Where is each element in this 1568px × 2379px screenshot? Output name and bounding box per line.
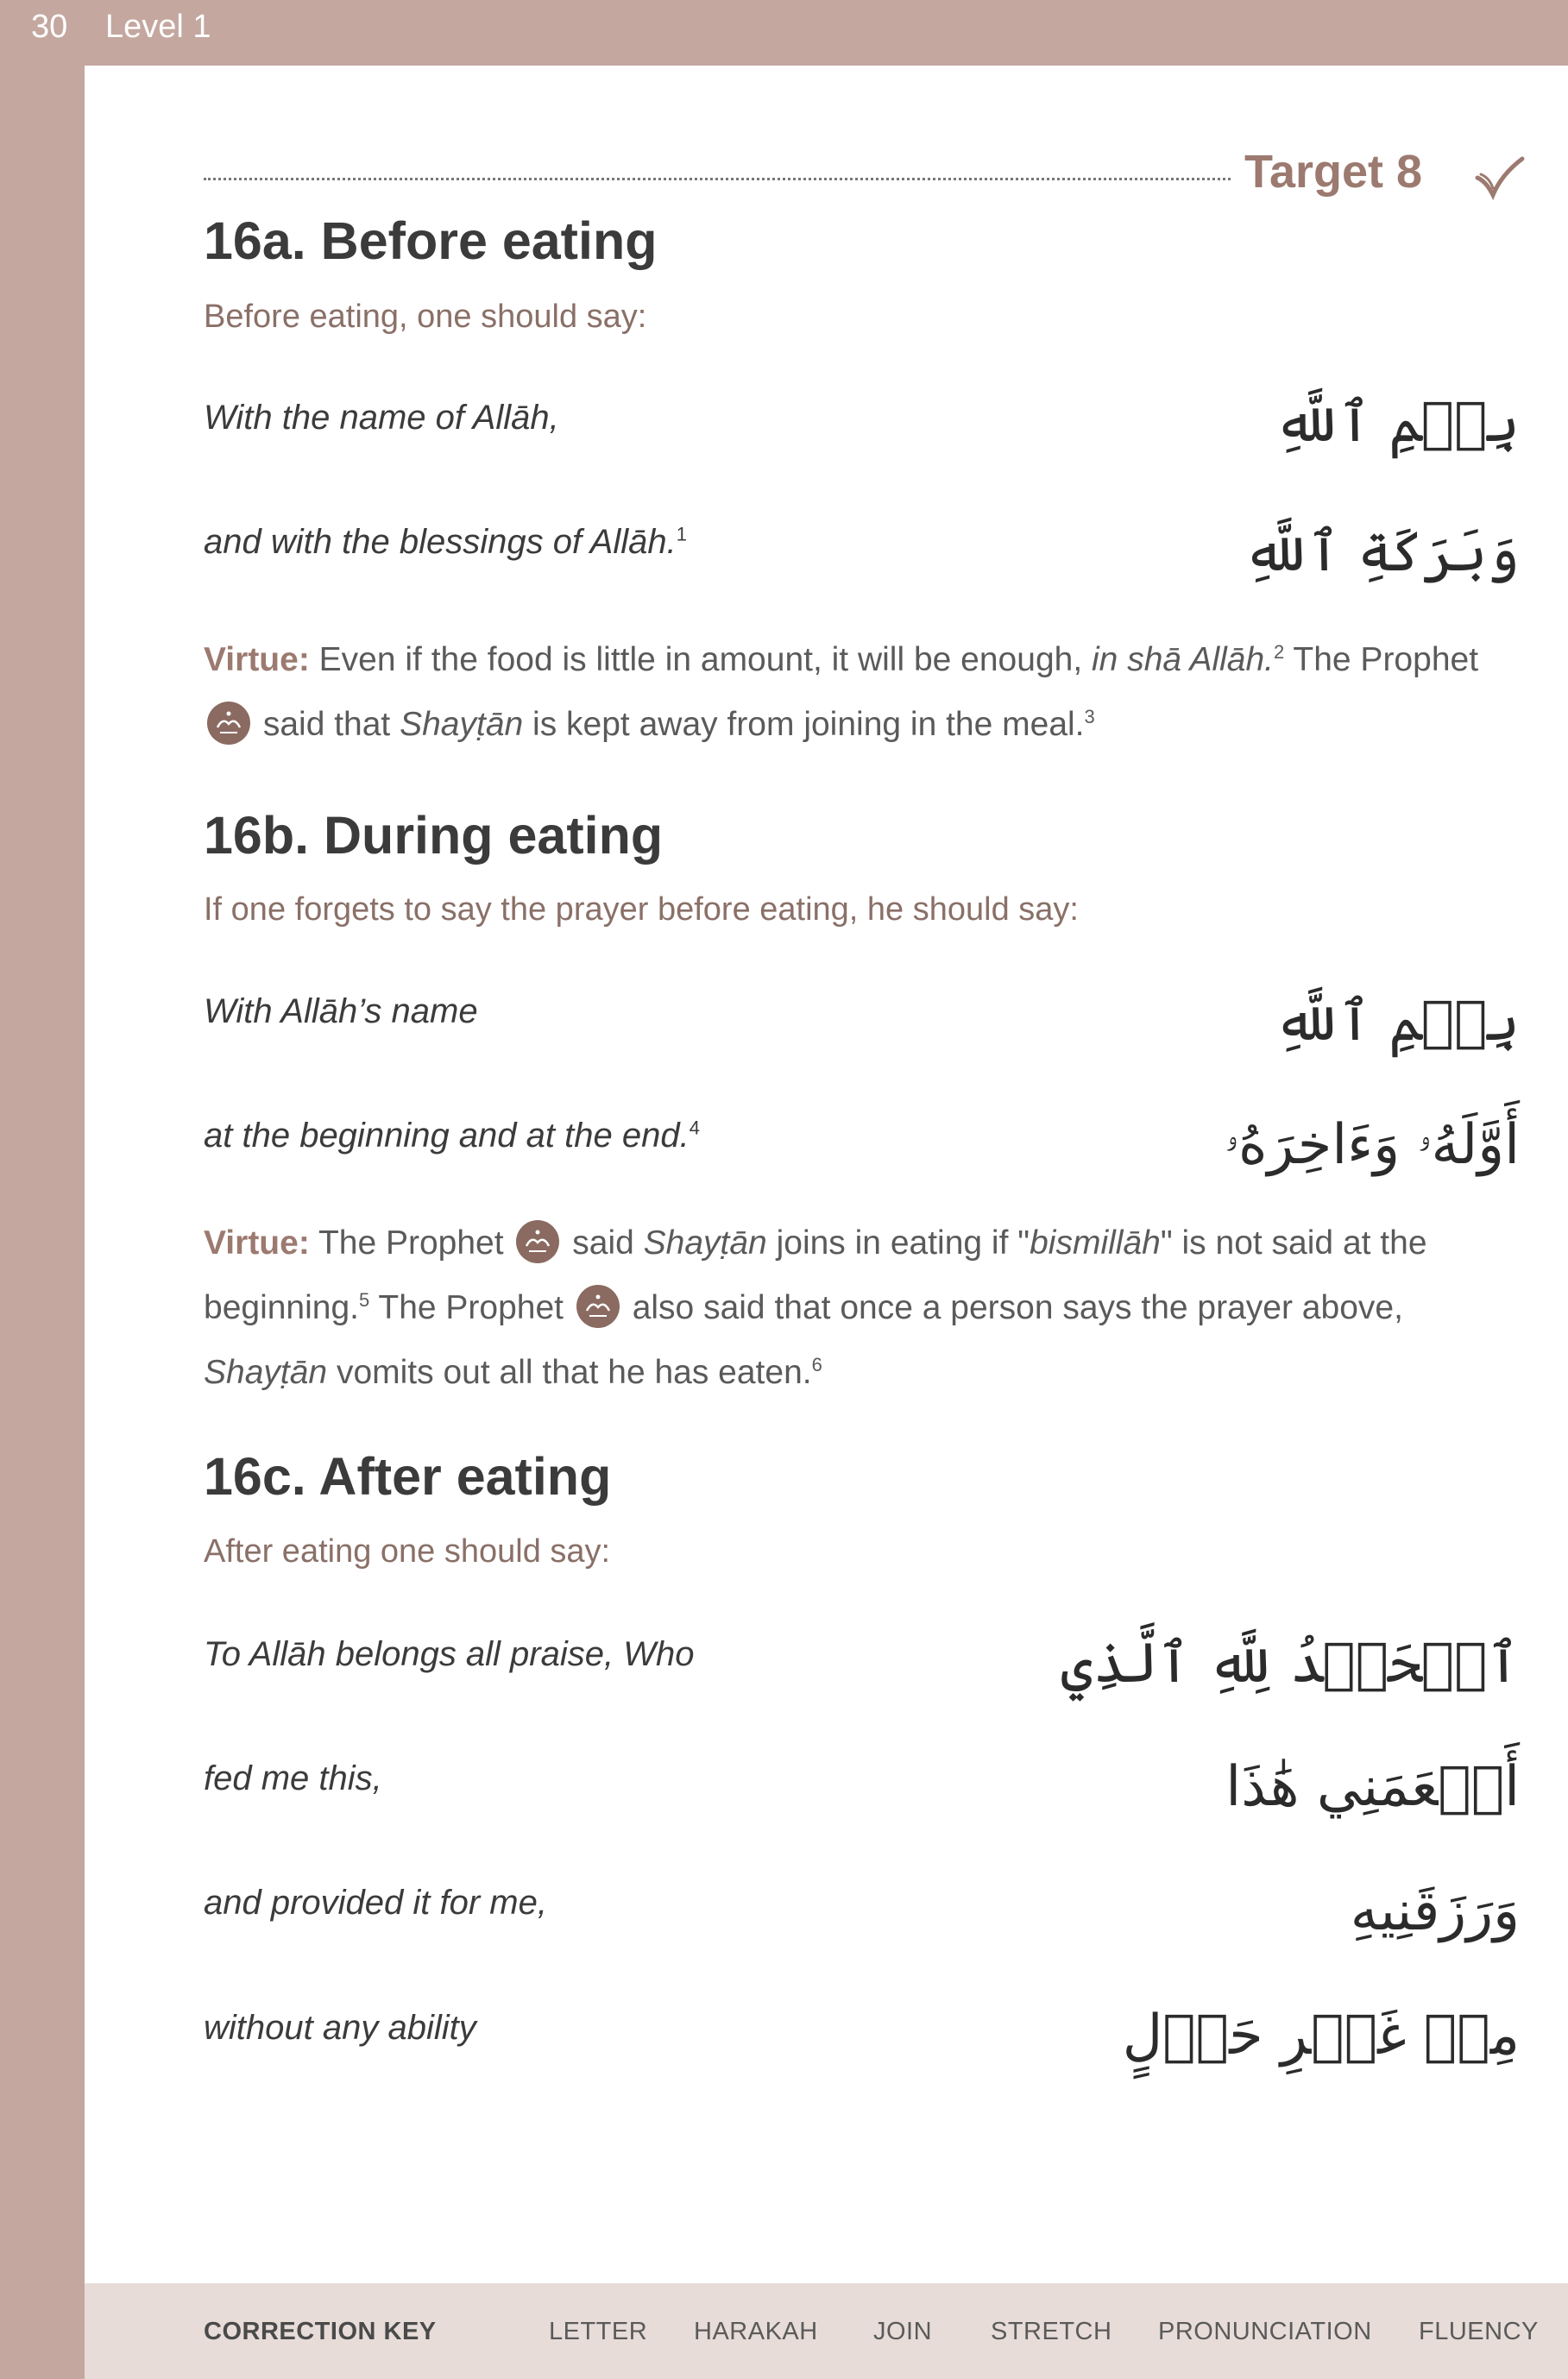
key-fluency: FLUENCY <box>1419 2318 1539 2345</box>
key-pronunciation: PRONUNCIATION <box>1158 2318 1372 2345</box>
english-line: without any ability <box>204 2009 476 2047</box>
page-number: 30 <box>31 9 68 45</box>
footnote-marker: 2 <box>1274 641 1285 663</box>
arabic-line: بِسۡمِ ٱللَّهِ <box>1274 391 1520 455</box>
english-line: With Allāh’s name <box>204 992 478 1030</box>
arabic-line: بِسۡمِ ٱللَّهِ <box>1274 990 1520 1054</box>
target-row <box>204 145 1524 214</box>
footnote-marker: 4 <box>689 1117 700 1139</box>
heading-16a: 16a. Before eating <box>204 211 658 270</box>
key-stretch: STRETCH <box>991 2318 1112 2345</box>
arabic-line: وَبَرَكَةِ ٱللَّهِ <box>1243 520 1520 584</box>
salawat-seal-icon <box>516 1220 559 1263</box>
english-line: fed me this, <box>204 1759 382 1797</box>
arabic-line: أَوَّلَهُۥ وَءَاخِرَهُۥ <box>1224 1113 1520 1177</box>
key-harakah: HARAKAH <box>694 2318 818 2345</box>
left-sidebar-band <box>0 66 85 2379</box>
virtue-label: Virtue: <box>204 641 310 678</box>
english-line: at the beginning and at the end.$^4$ <box>204 1117 700 1155</box>
arabic-line: أَطۡعَمَنِي هَٰذَا <box>1225 1755 1520 1819</box>
arabic-line: وَرَزَقَنِيهِ <box>1350 1879 1520 1943</box>
key-join: JOIN <box>873 2318 933 2345</box>
heading-16b: 16b. During eating <box>204 806 664 865</box>
footnote-marker: 1 <box>676 523 687 545</box>
correction-key-footer <box>85 2283 1568 2379</box>
virtue-16a: Virtue: Even if the food is little in amount, it will be enough, in shā Allāh.$^2$ The Prophet said that Shayṭān is kept away from joining in the meal.$^3$ <box>204 641 1479 743</box>
salawat-seal-icon <box>207 702 250 745</box>
correction-key-label: CORRECTION KEY <box>204 2318 437 2345</box>
virtue-label: Virtue: <box>204 1224 310 1262</box>
dotted-rule <box>204 178 1231 180</box>
english-line: and provided it for me, <box>204 1884 547 1922</box>
footnote-marker: 3 <box>1084 706 1095 727</box>
page-header <box>0 0 1568 66</box>
level-label: Level 1 <box>105 9 211 45</box>
target-label: Target 8 <box>1244 146 1423 198</box>
salawat-seal-icon <box>576 1285 620 1328</box>
arabic-line: ٱلۡحَمۡدُ لِلَّهِ ٱلَّذِي <box>1061 1632 1520 1696</box>
intro-16c: After eating one should say: <box>204 1533 611 1570</box>
english-line: With the name of Allāh, <box>204 399 559 437</box>
arabic-line: مِنۡ غَيۡرِ حَوۡلٍ <box>1122 2004 1520 2067</box>
intro-16a: Before eating, one should say: <box>204 299 647 335</box>
footnote-marker: 5 <box>359 1289 370 1311</box>
footnote-marker: 6 <box>811 1354 822 1375</box>
checkmark-icon <box>1474 155 1526 200</box>
english-line: To Allāh belongs all praise, Who <box>204 1635 695 1673</box>
english-line: and with the blessings of Allāh.$^1$ <box>204 523 687 561</box>
key-letter: LETTER <box>549 2318 648 2345</box>
virtue-16b: Virtue: The Prophet said Shayṭān joins in eating if "bismillāh" is not said at the beginning.$^5$ The Prophet also said that once a person says the prayer above, Shayṭān vomits out all that he has eaten.$^6$ <box>204 1215 1524 1401</box>
intro-16b: If one forgets to say the prayer before eating, he should say: <box>204 891 1079 928</box>
heading-16c: 16c. After eating <box>204 1447 612 1506</box>
